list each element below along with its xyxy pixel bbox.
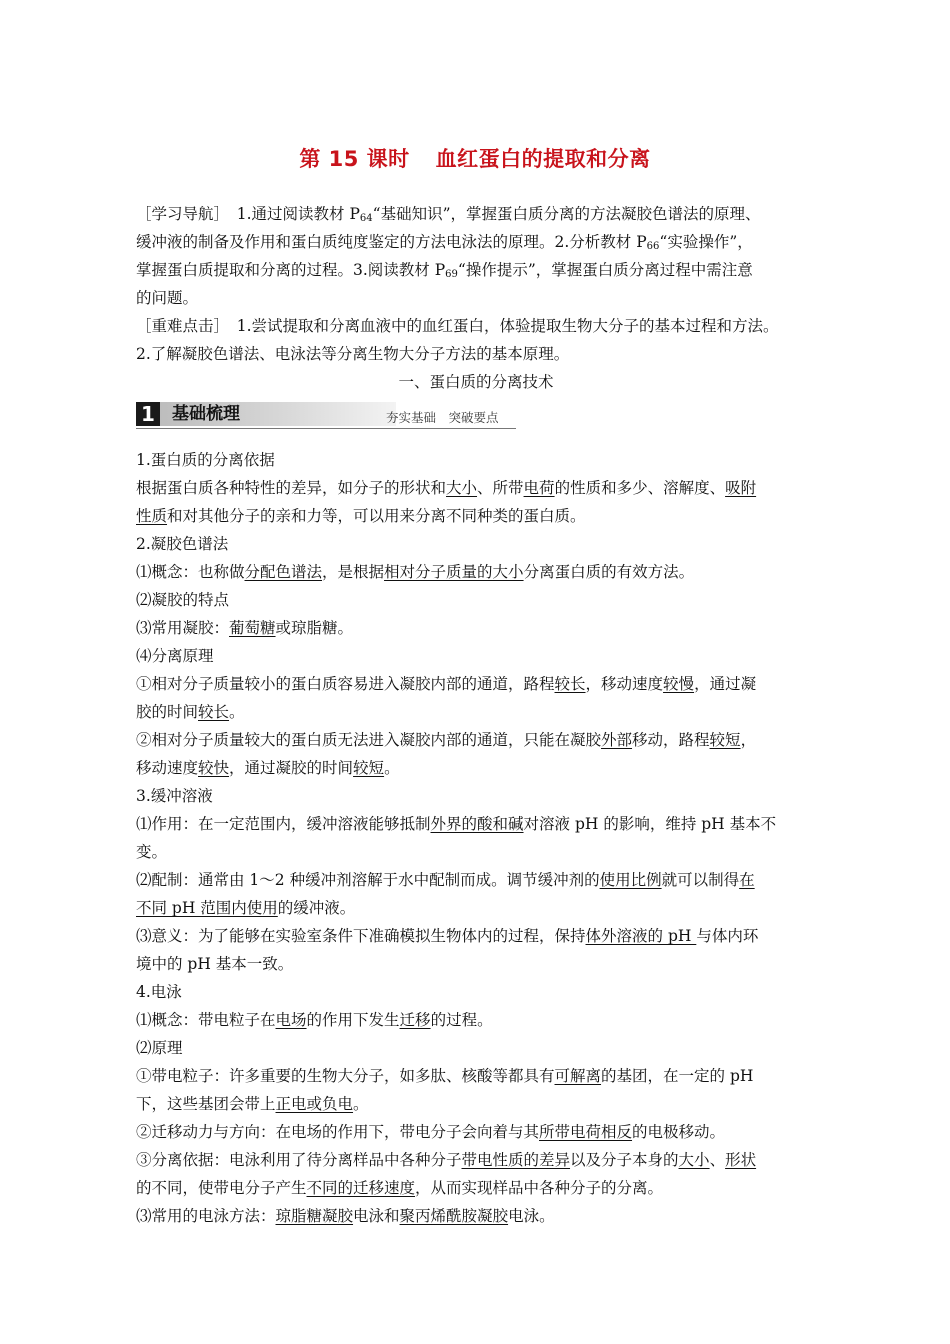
basic-review-banner — [136, 400, 516, 430]
heading-separation-basis: 1.蛋白质的分离依据 — [136, 451, 275, 469]
intro-section: ［学习导航］ 1.通过阅读教材 $P_{64}“$基础知识”，掌握蛋白质分离的方法凝胶色谱法的原理、 缓冲液的制备及作用和蛋白质纯度鉴定的方法电泳法的原理。2.分析教材 $P_{66}“$实验操作”， 掌握蛋白质提取和分离的过程。3.阅读教材 $P_{69}“$操作提示”，掌握蛋白质分离过程中需注意 的问题。 ［重难点击］ 1.尝试提取和分离血液中的血红蛋白，体验提取生物大分子的基本过程和方法。 2.了解凝胶色谱法、电泳法等分离生物大分子方法的基本原理。 一、蛋白质的分离技术 — [136, 200, 816, 396]
content-body: 1.蛋白质的分离依据 根据蛋白质各种特性的差异，如分子的形状和大小、所带电荷的性质和多少、溶解度、吸附 性质和对其他分子的亲和力等，可以用来分离不同种类的蛋白质。 2.凝胶色谱法 ⑴概念：也称做分配色谱法，是根据相对分子质量的大小分离蛋白质的有效方法。 ⑵凝胶的特点 ⑶常用凝胶：葡萄糖或琼脂糖。 ⑷分离原理 ①相对分子质量较小的蛋白质容易进入凝胶内部的通道，路程较长，移动速度较慢，通过凝 胶的时间较长。 ②相对分子质量较大的蛋白质无法进入凝胶内部的通道，只能在凝胶外部移动，路程较短， 移动速度较快，通过凝胶的时间较短。 3.缓冲溶液 ⑴作用：在一定范围内，缓冲溶液能够抵制外界的酸和碱对溶液 pH 的影响，维持 pH 基本不 变。 ⑵配制：通常由 1～2 种缓冲剂溶解于水中配制而成。调节缓冲剂的使用比例就可以制得在 不同 pH 范围内使用的缓冲液。 ⑶意义：为了能够在实验室条件下准确模拟生物体内的过程，保持体外溶液的 pH 与体内环 境中的 pH 基本一致。 4.电泳 ⑴概念：带电粒子在电场的作用下发生迁移的过程。 ⑵原理 ①带电粒子：许多重要的生物大分子，如多肽、核酸等都具有可解离的基团，在一定的 pH 下，这些基团会带上正电或负电。 ②迁移动力与方向：在电场的作用下，带电分子会向着与其所带电荷相反的电极移动。 ③分离依据：电泳利用了待分离样品中各种分子带电性质的差异以及分子本身的大小、形状 的不同，使带电分子产生不同的迁移速度，从而实现样品中各种分子的分离。 ⑶常用的电泳方法：琼脂糖凝胶电泳和聚丙烯酰胺凝胶电泳。 — [136, 446, 816, 1230]
banner-label: 基础梳理 — [172, 404, 240, 424]
key-points-line: ［重难点击］ 1.尝试提取和分离血液中的血红蛋白，体验提取生物大分子的基本过程和方法。 — [136, 317, 779, 335]
heading-gel-chromatography: 2.凝胶色谱法 — [136, 535, 229, 553]
study-guide-line: ［学习导航］ 1.通过阅读教材 $P_{64}“$基础知识”，掌握蛋白质分离的方法凝胶色谱法的原理、 — [136, 205, 761, 224]
page-title — [0, 143, 950, 173]
banner-subtitle: 夯实基础 突破要点 — [386, 410, 499, 425]
lesson-number: 第 15 课时 — [299, 147, 410, 171]
heading-electrophoresis: 4.电泳 — [136, 983, 182, 1001]
heading-buffer-solution: 3.缓冲溶液 — [136, 787, 213, 805]
section-number-badge: 1 — [136, 402, 160, 426]
section-heading: 一、蛋白质的分离技术 — [398, 373, 554, 391]
lesson-title: 血红蛋白的提取和分离 — [435, 147, 651, 171]
